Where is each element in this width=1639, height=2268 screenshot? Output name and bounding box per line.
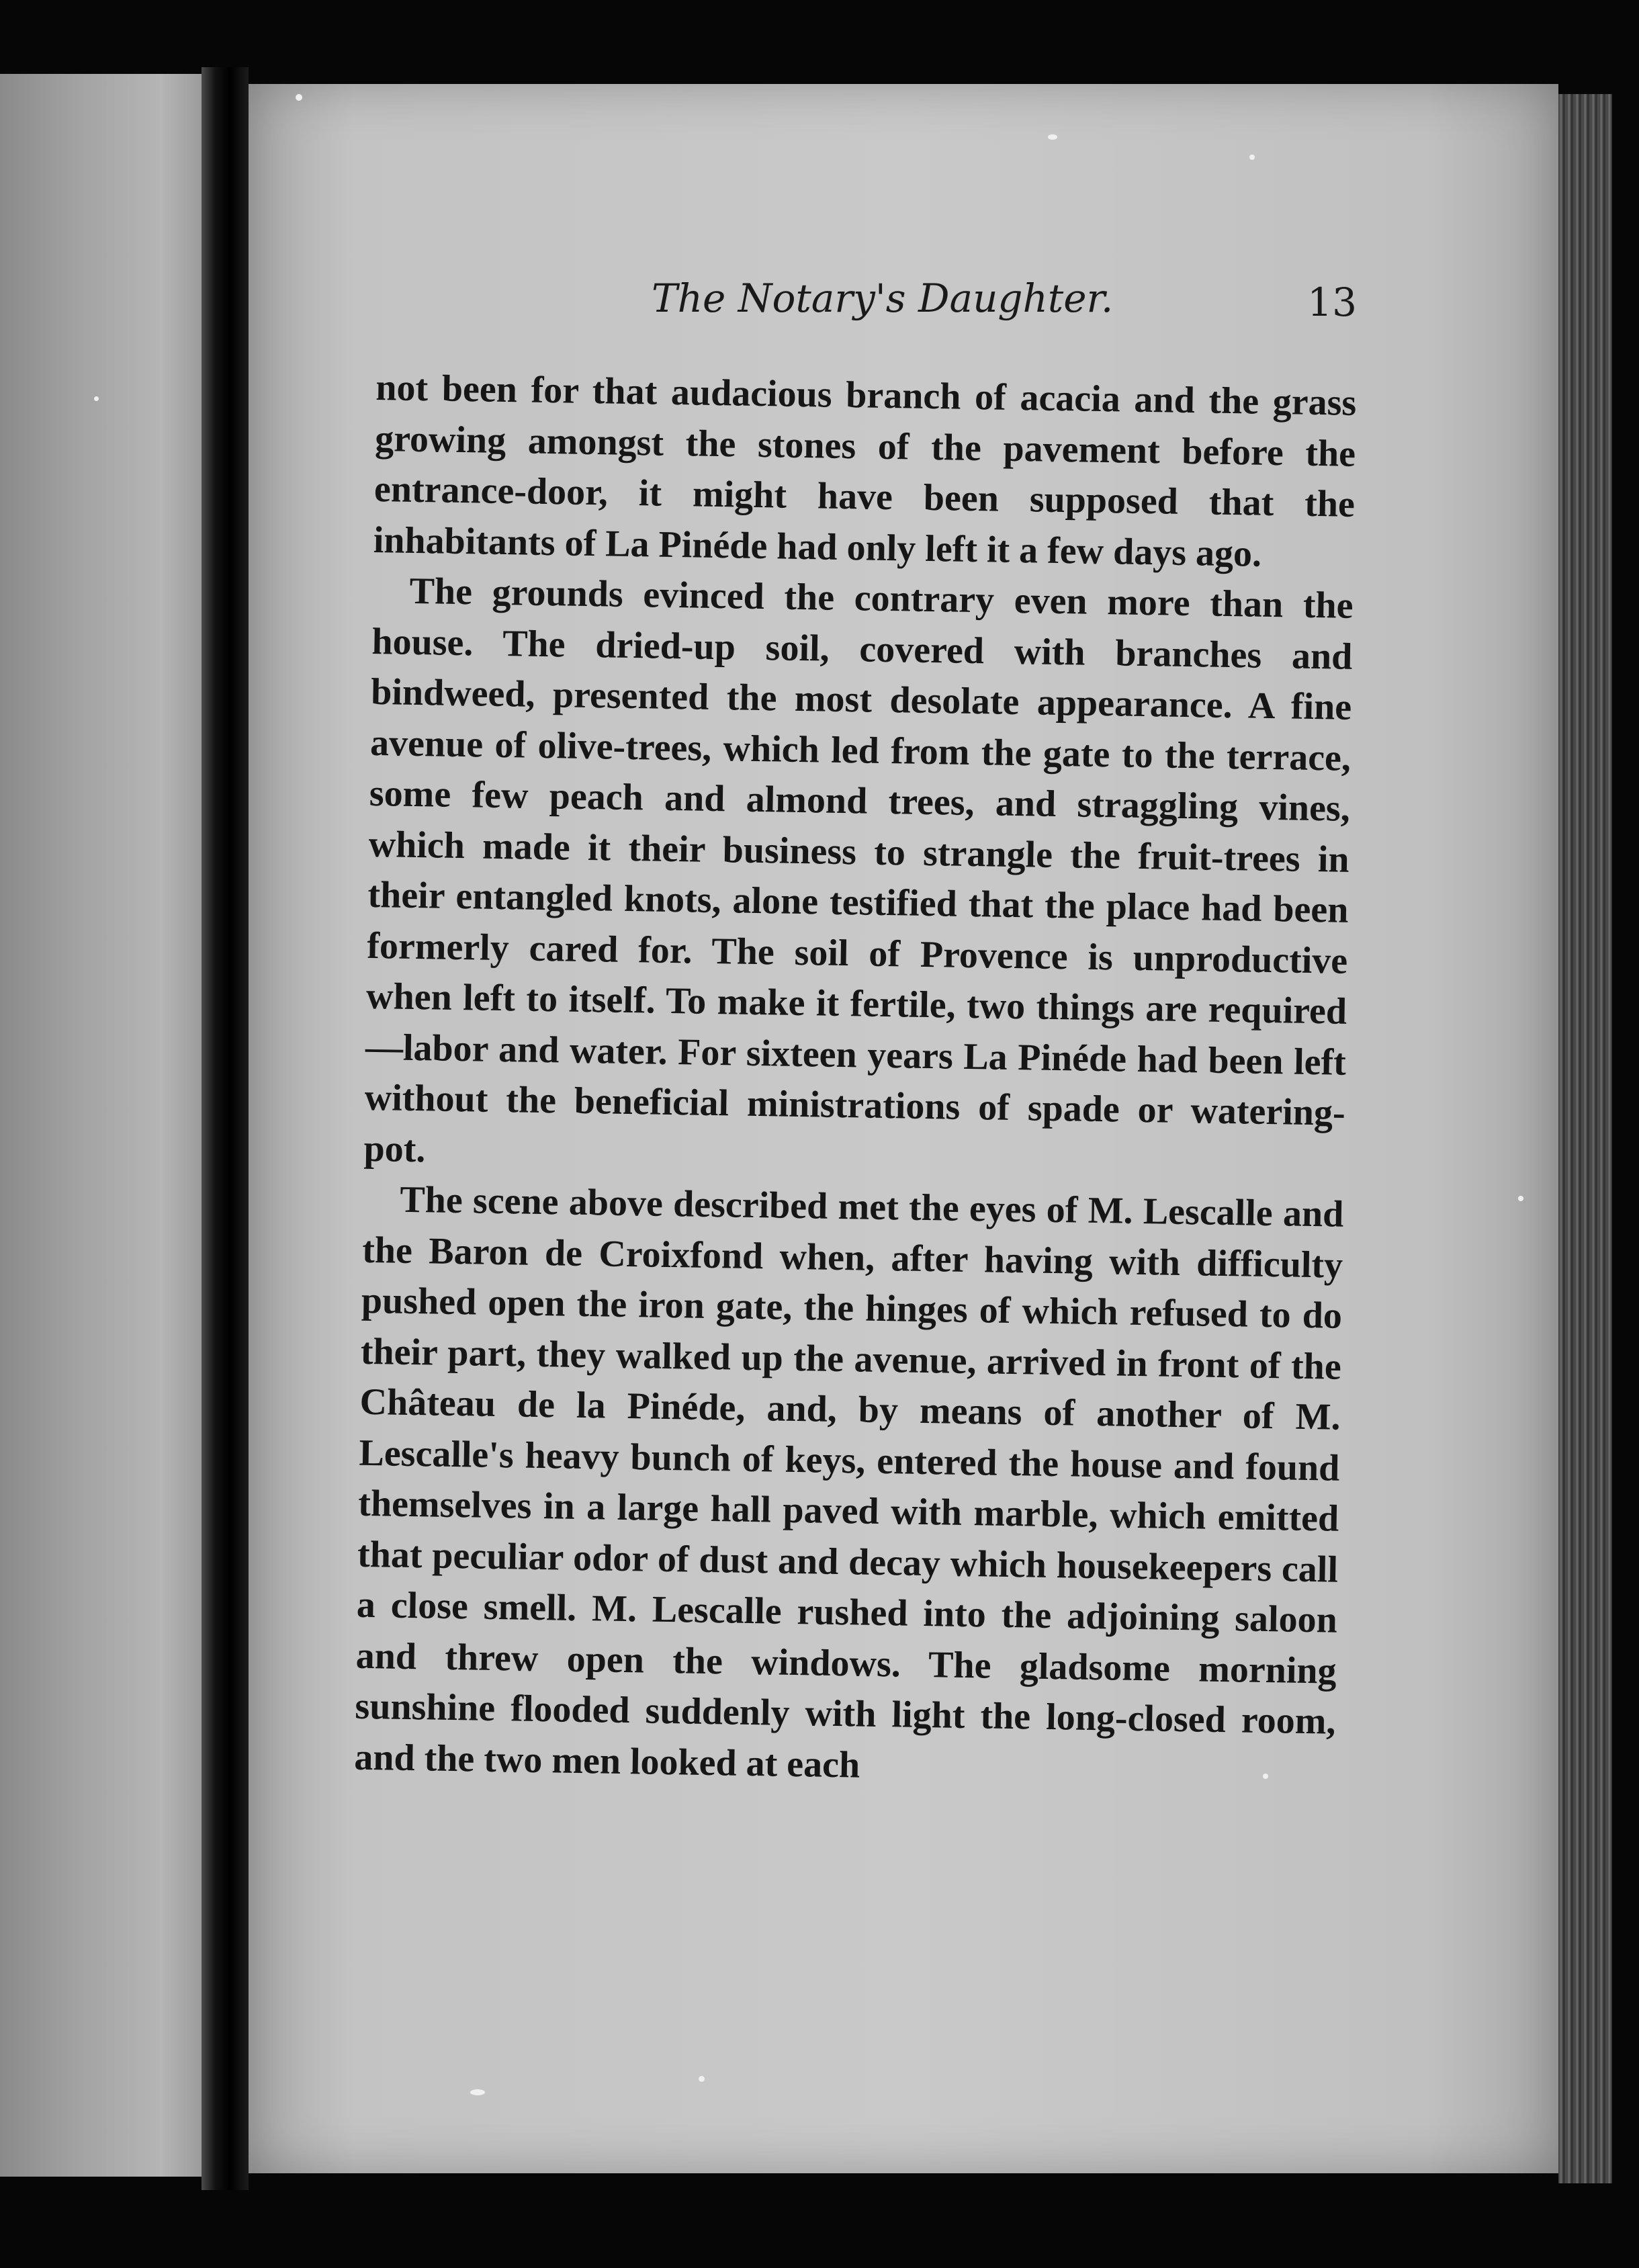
dust-speck: [699, 2076, 705, 2082]
previous-page-edge: [0, 74, 202, 2177]
page-number: 13: [1307, 279, 1357, 325]
book-gutter: [202, 67, 249, 2190]
dust-speck: [470, 2089, 485, 2095]
paragraph: not been for that audacious branch of acacia and the grass growing amongst the stones of the pavement before the entrance-door, it might have been supposed that the inhabitants of La Pinéde had only left it a few days ago.: [373, 366, 1357, 575]
body-text: [354, 363, 1357, 1798]
page-edges: [1558, 94, 1612, 2183]
dust-speck: [1048, 134, 1057, 140]
running-header: [376, 275, 1357, 336]
dust-speck: [1263, 1774, 1268, 1779]
dust-speck: [296, 94, 302, 101]
dust-speck: [1249, 155, 1255, 160]
paragraph: The scene above described met the eyes of M. Lescalle and the Baron de Croixfond when, after having with difficulty pushed open the iron gate, the hinges of which refused to do their part, they walked up the avenue, arrived in front of the Château de la Pinéde, and, by means of another of M. Lescalle's heavy bunch of keys, entered the house and found themselves in a large hall paved with marble, which emitted that peculiar odor of dust and decay which housekeepers call a close smell. M. Lescalle rushed into the adjoining saloon and threw open the windows. The gladsome morning sunshine flooded suddenly with light the long-closed room, and the two men looked at each: [353, 1178, 1344, 1786]
paragraph: The grounds evinced the contrary even more than the house. The dried-up soil, covered with branches and bindweed, presented the most desolate appearance. A fine avenue of olive-trees, which led from the gate to the terrace, some few peach and almond trees, and straggling vines, which made it their business to strangle the fruit-trees in their entangled knots, alone testified that the place had been formerly cared for. The soil of Provence is unproductive when left to itself. To make it fertile, two things are required—labor and water. For sixteen years La Pinéde had been left without the beneficial ministrations of spade or watering-pot.: [363, 570, 1354, 1170]
dust-speck: [1518, 1196, 1523, 1201]
running-title: The Notary's Daughter.: [652, 275, 1114, 321]
dust-speck: [94, 396, 99, 401]
